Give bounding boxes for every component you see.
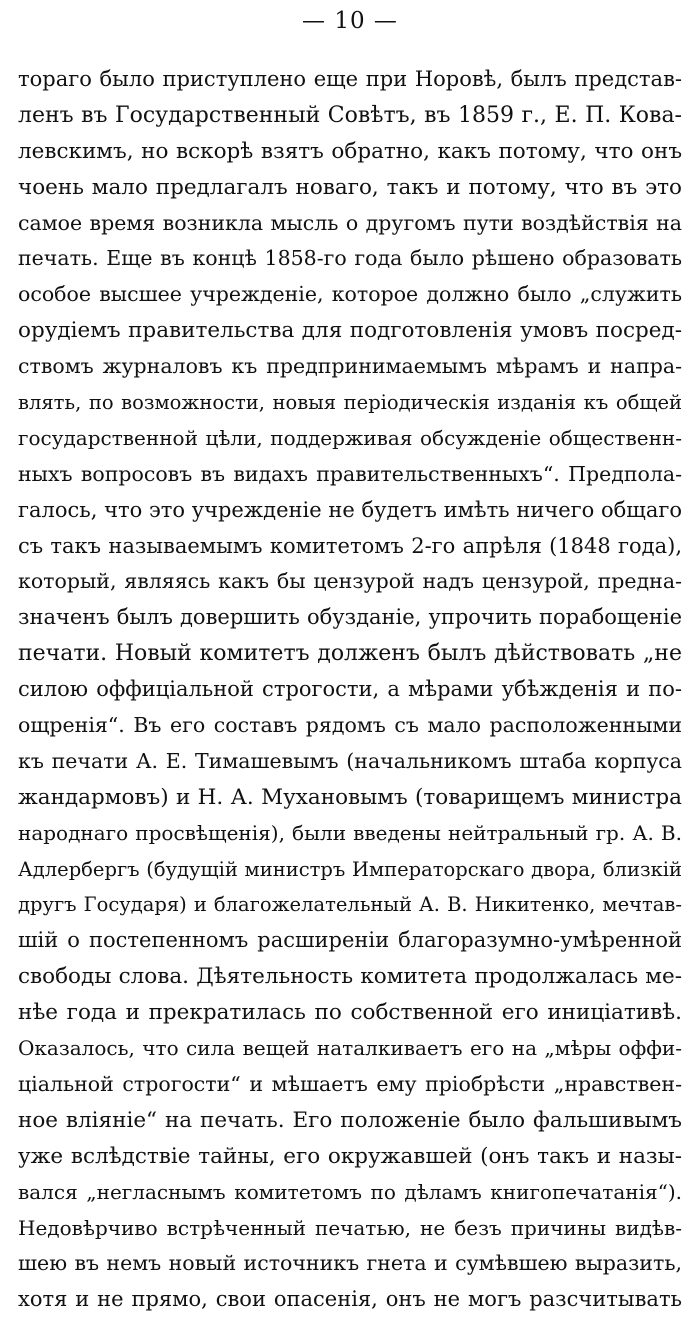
text-line: шею въ немъ новый источникъ гнета и сумѣвшею выразить, [18,1251,682,1276]
text-line: съ такъ называемымъ комитетомъ 2-го апрѣля (1848 года), [18,533,682,558]
body-text [18,62,682,1318]
text-line: жандармовъ) и Н. А. Мухановымъ (товарищемъ министра [18,784,682,810]
text-line: влять, по возможности, новыя періодическія изданія къ общей [18,391,682,415]
text-line: печать. Еще въ концѣ 1858-го года было рѣшено образовать [18,246,682,271]
page-number: — 10 — [302,8,398,34]
text-line: Адлербергъ (будущій министръ Императорскаго двора, близкій [18,857,682,881]
text-line: къ печати А. Е. Тимашевымъ (начальникомъ штаба корпуса [18,748,682,773]
text-line: особое высшее учрежденіе, которое должно было „служить [18,282,682,307]
text-line: ныхъ вопросовъ въ видахъ правительственныхъ“. Предпола- [18,461,682,486]
text-line: который, являясь какъ бы цензурой надъ цензурой, предна- [18,569,682,594]
text-line: самое время возникла мысль о другомъ пути воздѣйствія на [18,210,682,235]
text-line: ствомъ журналовъ къ предпринимаемымъ мѣрамъ и напра- [18,354,682,379]
text-line: значенъ былъ довершить обузданіе, упрочить порабощеніе [18,605,682,630]
text-line: народнаго просвѣщенія), были введены нейтральный гр. А. В. [18,820,682,845]
text-line: уже вслѣдствіе тайны, его окружавшей (онъ такъ и назы- [18,1143,682,1169]
text-line: левскимъ, но вскорѣ взятъ обратно, какъ потому, что онъ [18,138,682,164]
text-line: государственной цѣли, поддерживая обсужденіе общественн- [18,425,682,450]
text-line: Недовѣрчиво встрѣченный печатью, не безъ причины видѣв- [18,1215,682,1240]
text-line: шій о постепенномъ расширеніи благоразумно-умѣренной [18,928,682,953]
text-line: нѣе года и прекратилась по собственной его иниціативѣ. [18,1000,682,1026]
text-line: ное вліяніе“ на печать. Его положеніе было фальшивымъ [18,1107,682,1133]
text-line: ціальной строгости“ и мѣшаетъ ему пріобрѣсти „нравствен- [18,1071,682,1096]
text-line: силою оффиціальной строгости, а мѣрами убѣжденія и по- [18,677,682,702]
text-line: свободы слова. Дѣятельность комитета продолжалась ме- [18,964,682,990]
text-line: другъ Государя) и благожелательный А. В. Никитенко, мечтав- [18,893,682,917]
text-line: ленъ въ Государственный Совѣтъ, въ 1859 г., Е. П. Кова- [18,102,682,128]
text-line: хотя и не прямо, свои опасенія, онъ не могъ разсчитывать [18,1287,682,1312]
text-line: вался „негласнымъ комитетомъ по дѣламъ книгопечатанія“). [18,1179,682,1204]
text-line: орудіемъ правительства для подготовленія умовъ посред- [18,318,682,344]
text-line: ощренія“. Въ его составъ рядомъ съ мало расположенными [18,713,682,738]
text-line: тораго было приступлено еще при Норовѣ, былъ представ- [18,67,682,91]
text-line: Оказалось, что сила вещей наталкиваетъ его на „мѣры оффи- [18,1036,682,1061]
text-line: печати. Новый комитетъ долженъ былъ дѣйствовать „не [18,641,682,667]
text-line: галось, что это учрежденіе не будетъ имѣть ничего общаго [18,497,682,522]
text-line: чоень мало предлагалъ новаго, такъ и потому, что въ это [18,174,682,200]
